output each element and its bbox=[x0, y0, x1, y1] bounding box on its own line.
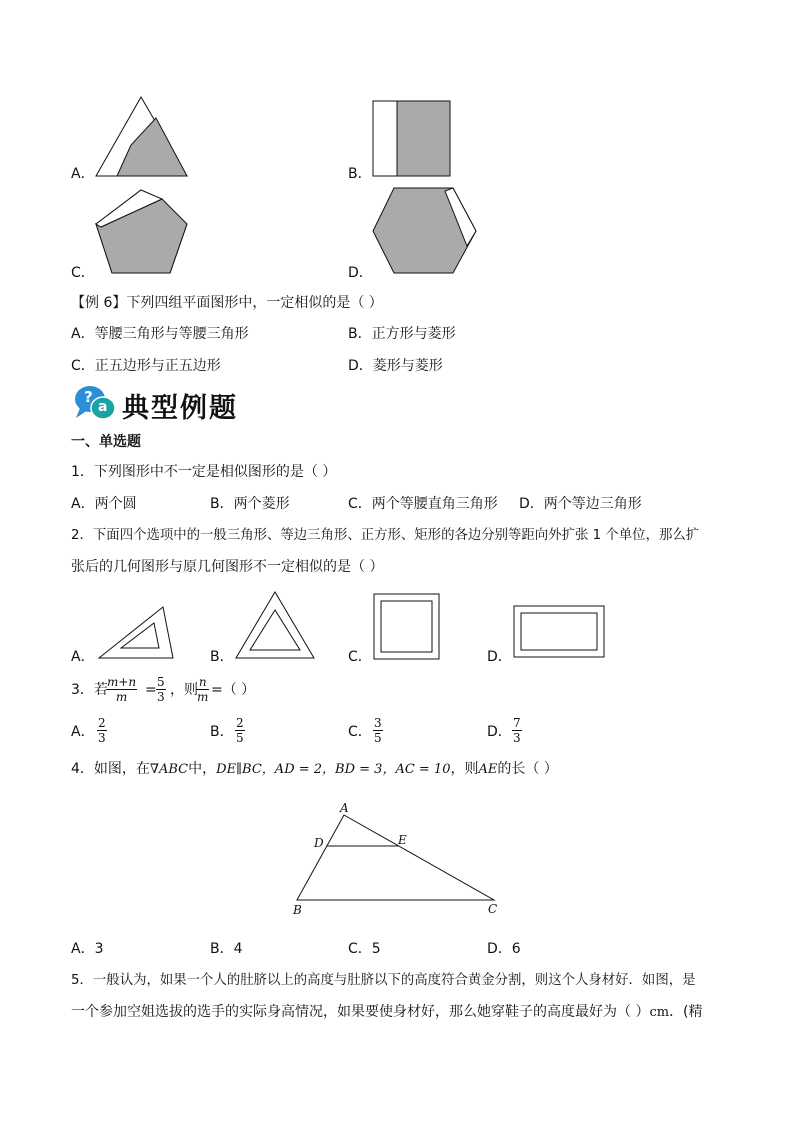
example6-question: 【例 6】下列四组平面图形中，一定相似的是（ ） bbox=[71, 295, 383, 311]
q3-option-a-denominator: 3 bbox=[98, 731, 106, 745]
example6-option-d: D．菱形与菱形 bbox=[348, 358, 443, 374]
q3-option-b-label: B． bbox=[210, 724, 234, 740]
q4-prefix: 4．如图，在 bbox=[71, 761, 150, 777]
q4-ae: AE bbox=[478, 762, 498, 777]
q1-option-c: C．两个等腰直角三角形 bbox=[348, 496, 498, 512]
q4-ask-pre: ，则 bbox=[450, 761, 479, 777]
q3-option-c-label: C． bbox=[348, 724, 372, 740]
q3-given-value-numerator: 5 bbox=[157, 675, 165, 689]
q3-option-c-denominator: 5 bbox=[374, 731, 382, 745]
q3-given-denominator: m bbox=[115, 690, 128, 704]
q3-option-b-denominator: 5 bbox=[236, 731, 244, 745]
point-c-label: C bbox=[488, 902, 498, 916]
q1-option-a: A．两个圆 bbox=[71, 496, 137, 512]
q2-question-line2: 张后的几何图形与原几何图形不一定相似的是（ ） bbox=[71, 559, 384, 575]
q5-tail: ．(精 bbox=[669, 1004, 703, 1020]
q3-prefix: 3．若 bbox=[71, 682, 108, 698]
q3-ask-numerator: n bbox=[196, 675, 209, 690]
q4-conditions: DE∥BC，AD = 2，BD = 3，AC = 10 bbox=[216, 762, 451, 777]
top-option-a-label: A． bbox=[71, 166, 95, 182]
top-option-b-label: B． bbox=[348, 166, 372, 182]
q4-option-d: D．6 bbox=[487, 941, 521, 957]
q2-option-b-label: B． bbox=[210, 649, 234, 665]
q3-option-d-numerator: 7 bbox=[513, 716, 521, 730]
q4-mid: 中， bbox=[188, 761, 217, 777]
q3-option-a-label: A． bbox=[71, 724, 95, 740]
q4-option-c: C．5 bbox=[348, 941, 381, 957]
q3-option-c-numerator: 3 bbox=[374, 716, 382, 730]
point-e-label: E bbox=[398, 833, 407, 847]
example6-option-c: C．正五边形与正五边形 bbox=[71, 358, 221, 374]
q5-question-line2 bbox=[71, 1002, 703, 1023]
q3-given-value-denominator: 3 bbox=[157, 690, 165, 704]
q1-question: 1．下列图形中不一定是相似图形的是（ ） bbox=[71, 464, 337, 480]
icon-question-glyph: ? bbox=[84, 388, 93, 406]
q1-option-b: B．两个菱形 bbox=[210, 496, 290, 512]
q1-option-d: D．两个等边三角形 bbox=[519, 496, 642, 512]
icon-a-glyph: a bbox=[98, 399, 108, 415]
q2-question-line1: 2．下面四个选项中的一般三角形、等边三角形、正方形、矩形的各边分别等距向外扩张 1 个单位，那么扩 bbox=[71, 528, 700, 543]
q4-option-a: A．3 bbox=[71, 941, 104, 957]
example6-option-a: A．等腰三角形与等腰三角形 bbox=[71, 326, 249, 342]
q3-given-numerator: m+n bbox=[107, 675, 137, 689]
q3-option-d-label: D． bbox=[487, 724, 512, 740]
q5-unit: cm bbox=[649, 1005, 670, 1020]
point-b-label: B bbox=[293, 903, 302, 917]
top-option-d-label: D． bbox=[348, 265, 373, 281]
q2-option-d-label: D． bbox=[487, 649, 512, 665]
subsection-title: 一、单选题 bbox=[71, 434, 141, 450]
q4-ask-post: 的长（ ） bbox=[497, 761, 558, 777]
top-option-c-label: C． bbox=[71, 265, 95, 281]
q3-ask-denominator: m bbox=[197, 690, 209, 704]
section-title: 典型例题 bbox=[122, 393, 238, 424]
q3-suffix: =（ ） bbox=[211, 682, 256, 698]
q5-question-line1: 5．一般认为，如果一个人的肚脐以上的高度与肚脐以下的高度符合黄金分割，则这个人身材好．如图，是 bbox=[71, 973, 696, 988]
q3-mid: ，则 bbox=[170, 682, 198, 698]
q2-option-a-label: A． bbox=[71, 649, 95, 665]
q4-option-b: B．4 bbox=[210, 941, 243, 957]
q4-triangle: ∇ABC bbox=[149, 762, 189, 777]
q3-option-a-numerator: 2 bbox=[98, 716, 106, 730]
q3-option-d-denominator: 3 bbox=[513, 731, 521, 745]
q3-option-b-numerator: 2 bbox=[236, 716, 244, 730]
q3-equals: = bbox=[145, 682, 157, 698]
point-d-label: D bbox=[314, 836, 324, 850]
point-a-label: A bbox=[340, 801, 349, 815]
q2-option-c-label: C． bbox=[348, 649, 372, 665]
example6-option-b: B．正方形与菱形 bbox=[348, 326, 456, 342]
q5-line2-text: 一个参加空姐选拔的选手的实际身高情况，如果要使身材好，那么她穿鞋子的高度最好为（ ） bbox=[71, 1004, 650, 1020]
